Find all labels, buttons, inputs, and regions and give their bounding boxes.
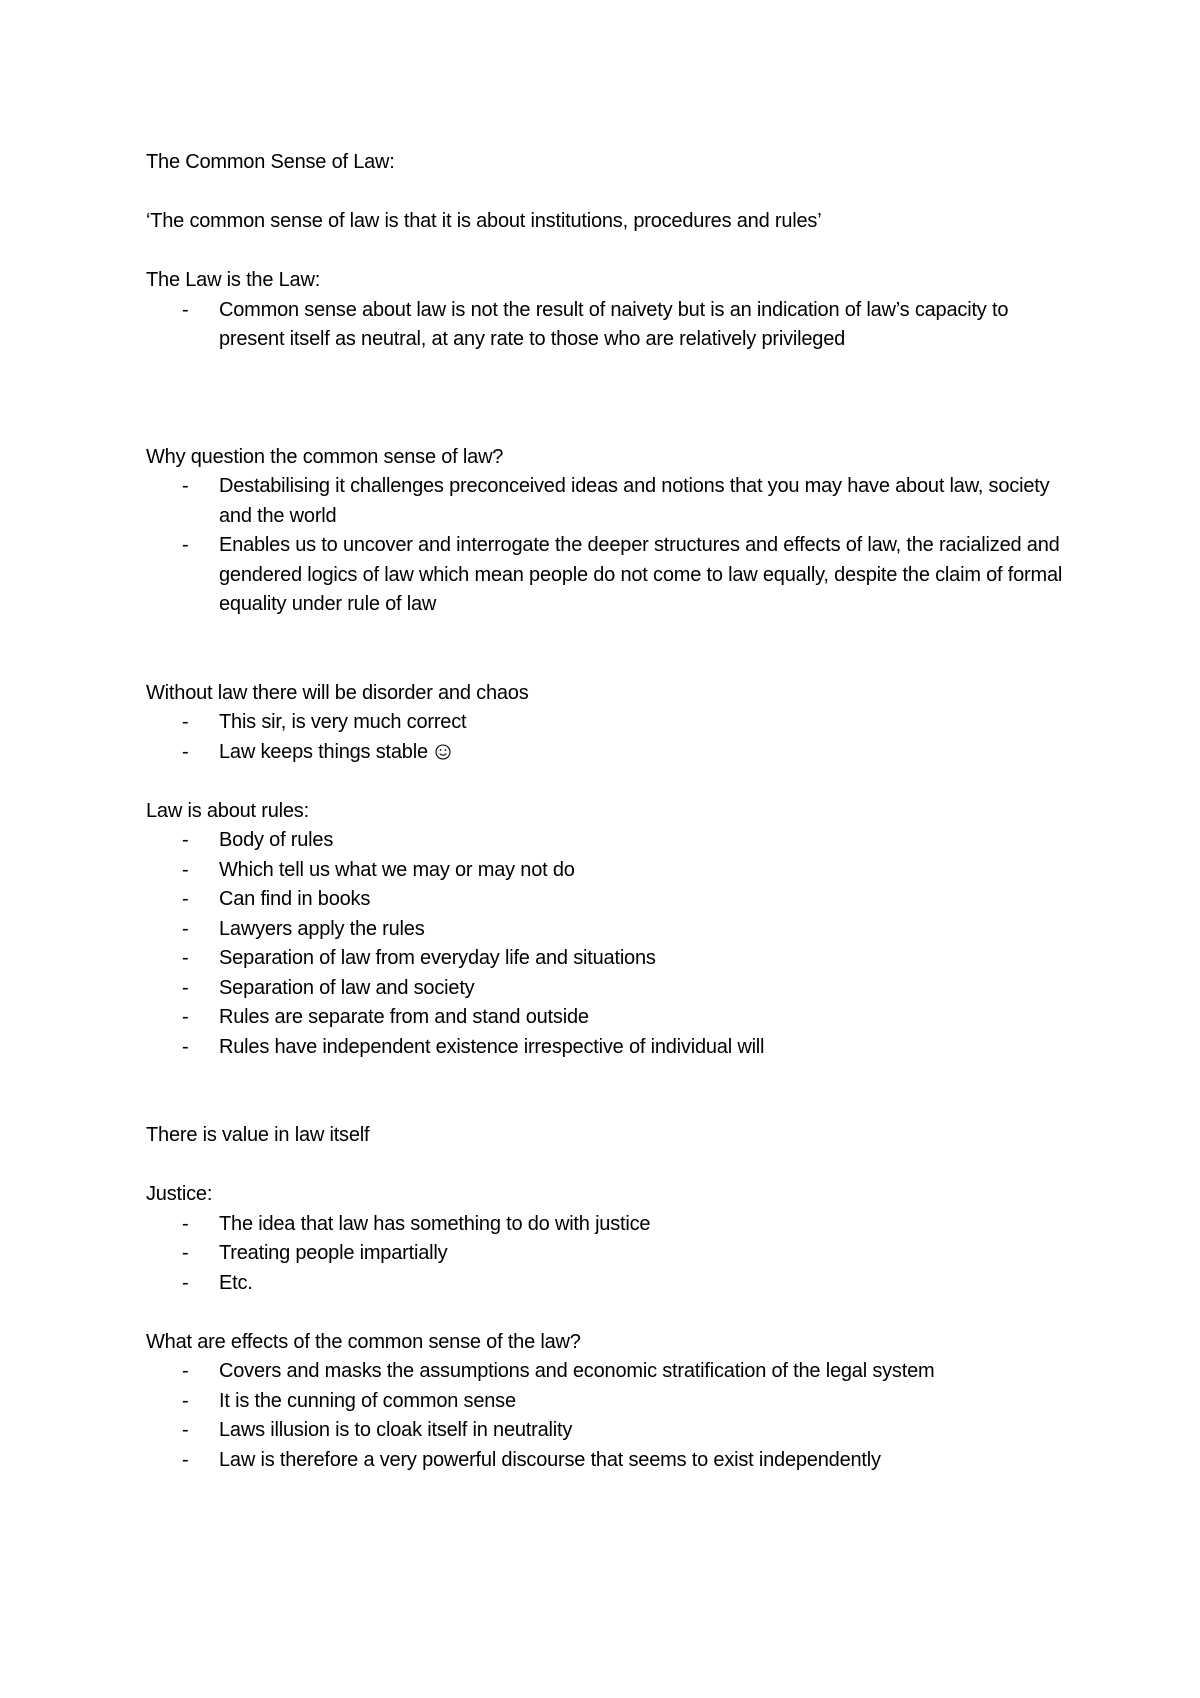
list-item-text: The idea that law has something to do with justice bbox=[219, 1212, 651, 1235]
document-body bbox=[146, 148, 1066, 1475]
bullet-dash: - bbox=[182, 475, 189, 497]
list-item-text: Etc. bbox=[219, 1271, 253, 1294]
list-item-text: Can find in books bbox=[219, 888, 371, 910]
list-item-text: Law is therefore a very powerful discourse that seems to exist independently bbox=[219, 1448, 881, 1471]
bullet-list-without-law bbox=[146, 708, 1066, 767]
bullet-dash: - bbox=[182, 888, 189, 910]
list-item-text: Separation of law and society bbox=[219, 976, 475, 999]
bullet-dash: - bbox=[182, 534, 189, 556]
list-item bbox=[146, 974, 1066, 1004]
bullet-list-about-rules bbox=[146, 826, 1066, 1062]
bullet-dash: - bbox=[182, 1212, 189, 1235]
list-item-text: Common sense about law is not the result of naivety but is an indication of law’s capacity to present itself as neutral, at any rate to those who are relatively privileged bbox=[219, 298, 1009, 350]
section-heading-law-is-law: The Law is the Law: bbox=[146, 269, 321, 291]
list-item-text: It is the cunning of common sense bbox=[219, 1389, 516, 1412]
smiley-face-icon bbox=[435, 744, 451, 760]
list-item-text: Destabilising it challenges preconceived ideas and notions that you may have about law, society and the world bbox=[219, 475, 1050, 527]
bullet-dash: - bbox=[182, 1242, 189, 1264]
list-item bbox=[146, 885, 1066, 915]
list-item bbox=[146, 1387, 1066, 1417]
list-item bbox=[146, 915, 1066, 945]
bullet-dash: - bbox=[182, 858, 189, 881]
section-heading-about-rules: Law is about rules: bbox=[146, 799, 309, 822]
bullet-dash: - bbox=[182, 829, 189, 851]
list-item bbox=[146, 944, 1066, 974]
list-item-text: Separation of law from everyday life and situations bbox=[219, 947, 656, 969]
bullet-dash: - bbox=[182, 1360, 189, 1382]
document-title: The Common Sense of Law: bbox=[146, 151, 395, 173]
list-item-text: Treating people impartially bbox=[219, 1242, 448, 1264]
bullet-dash: - bbox=[182, 711, 189, 733]
list-item-text: Body of rules bbox=[219, 829, 334, 851]
list-item bbox=[146, 738, 1066, 768]
bullet-list-why-question bbox=[146, 472, 1066, 620]
list-item bbox=[146, 1210, 1066, 1240]
list-item bbox=[146, 296, 1066, 355]
list-item-text: Which tell us what we may or may not do bbox=[219, 858, 575, 881]
section-heading-why-question: Why question the common sense of law? bbox=[146, 445, 504, 468]
list-item bbox=[146, 1269, 1066, 1299]
bullet-dash: - bbox=[182, 1389, 189, 1412]
list-item bbox=[146, 1003, 1066, 1033]
intro-quote: ‘The common sense of law is that it is about institutions, procedures and rules’ bbox=[146, 210, 822, 232]
list-item-text: Law keeps things stable bbox=[219, 740, 428, 763]
bullet-dash: - bbox=[182, 1006, 189, 1028]
list-item bbox=[146, 1357, 1066, 1387]
bullet-dash: - bbox=[182, 1035, 189, 1058]
bullet-dash: - bbox=[182, 298, 189, 321]
list-item bbox=[146, 1239, 1066, 1269]
bullet-dash: - bbox=[182, 740, 189, 763]
list-item bbox=[146, 1446, 1066, 1476]
list-item-text: Covers and masks the assumptions and economic stratification of the legal system bbox=[219, 1360, 935, 1382]
bullet-dash: - bbox=[182, 1271, 189, 1294]
list-item bbox=[146, 1416, 1066, 1446]
section-heading-without-law: Without law there will be disorder and chaos bbox=[146, 681, 529, 704]
section-heading-justice: Justice: bbox=[146, 1183, 213, 1205]
bullet-dash: - bbox=[182, 917, 189, 940]
list-item-text: This sir, is very much correct bbox=[219, 711, 467, 733]
list-item-text: Lawyers apply the rules bbox=[219, 917, 425, 940]
list-item-text: Rules have independent existence irrespective of individual will bbox=[219, 1035, 765, 1058]
bullet-dash: - bbox=[182, 947, 189, 969]
bullet-list-effects bbox=[146, 1357, 1066, 1475]
bullet-dash: - bbox=[182, 976, 189, 999]
section-heading-value-in-law: There is value in law itself bbox=[146, 1124, 370, 1146]
bullet-list-law-is-law bbox=[146, 296, 1066, 355]
bullet-dash: - bbox=[182, 1448, 189, 1471]
section-heading-effects: What are effects of the common sense of the law? bbox=[146, 1330, 581, 1353]
list-item bbox=[146, 472, 1066, 531]
list-item bbox=[146, 1033, 1066, 1063]
list-item bbox=[146, 856, 1066, 886]
list-item bbox=[146, 826, 1066, 856]
bullet-dash: - bbox=[182, 1419, 189, 1441]
list-item-text: Rules are separate from and stand outside bbox=[219, 1006, 589, 1028]
list-item bbox=[146, 531, 1066, 620]
bullet-list-justice bbox=[146, 1210, 1066, 1299]
list-item-text: Enables us to uncover and interrogate the deeper structures and effects of law, the racialized and gendered logics of law which mean people do not come to law equally, despite the claim of formal equality under rule of law bbox=[219, 534, 1063, 615]
list-item bbox=[146, 708, 1066, 738]
list-item-text: Laws illusion is to cloak itself in neutrality bbox=[219, 1419, 573, 1441]
